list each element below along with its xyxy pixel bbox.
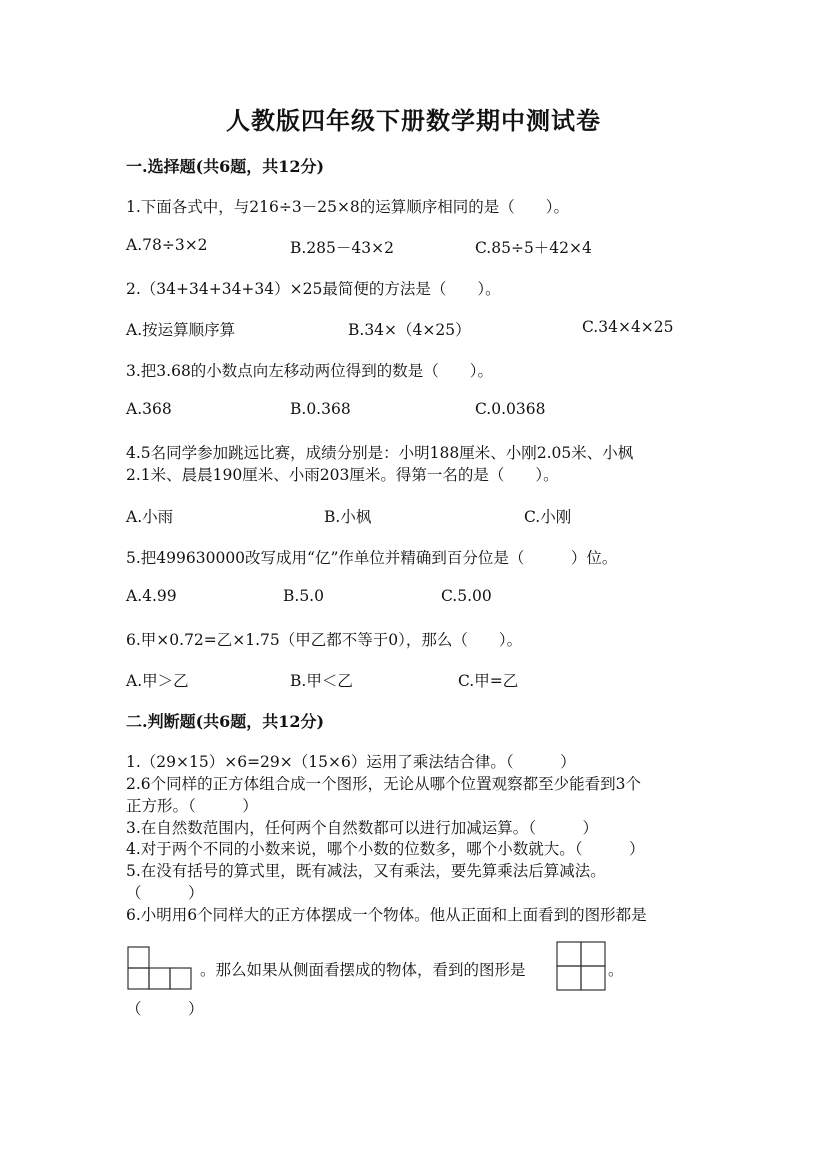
- q6-option-a: A.甲＞乙: [126, 672, 189, 690]
- q6-option-c: C.甲=乙: [458, 672, 519, 690]
- tf-line-2: 2.6个同样的正方体组合成一个图形，无论从哪个位置观察都至少能看到3个: [126, 775, 642, 793]
- q6-option-b: B.甲＜乙: [290, 672, 353, 690]
- q4-option-b: B.小枫: [324, 508, 372, 526]
- tf-line-6: 5.在没有括号的算式里，既有减法，又有乘法，要先算乘法后算减法。: [126, 862, 606, 880]
- tf-q6-middle-text: 。那么如果从侧面看摆成的物体，看到的图形是: [200, 961, 526, 979]
- tf-line-8: 6.小明用6个同样大的正方体摆成一个物体。他从正面和上面看到的图形都是: [126, 906, 647, 924]
- section-heading-true-false: 二.判断题(共6题，共12分): [126, 712, 325, 731]
- q1-option-a: A.78÷3×2: [126, 236, 208, 254]
- q3-option-b: B.0.368: [290, 400, 351, 418]
- question-4-line-2: 2.1米、晨晨190厘米、小雨203厘米。得第一名的是（ ）。: [126, 466, 559, 484]
- question-6: 6.甲×0.72=乙×1.75（甲乙都不等于0），那么（ ）。: [126, 631, 523, 649]
- q1-option-b: B.285－43×2: [290, 239, 394, 257]
- side-view-figure: [556, 941, 606, 991]
- q2-option-c: C.34×4×25: [582, 318, 674, 336]
- tf-line-5: 4.对于两个不同的小数来说，哪个小数的位数多，哪个小数就大。（ ）: [126, 840, 645, 858]
- question-5: 5.把499630000改写成用“亿”作单位并精确到百分位是（ ）位。: [126, 549, 618, 567]
- tf-line-4: 3.在自然数范围内，任何两个自然数都可以进行加减运算。（ ）: [126, 819, 599, 837]
- question-1: 1.下面各式中，与216÷3－25×8的运算顺序相同的是（ ）。: [126, 198, 570, 216]
- front-top-view-figure: [127, 946, 193, 990]
- page-title: 人教版四年级下册数学期中测试卷: [226, 106, 601, 135]
- question-3: 3.把3.68的小数点向左移动两位得到的数是（ ）。: [126, 362, 494, 380]
- q3-option-a: A.368: [126, 400, 172, 418]
- question-4-line-1: 4.5名同学参加跳远比赛，成绩分别是：小明188厘米、小刚2.05米、小枫: [126, 444, 634, 462]
- section-heading-choice: 一.选择题(共6题，共12分): [126, 157, 325, 176]
- tf-q6-answer-bracket: （ ）: [126, 1000, 204, 1018]
- q4-option-a: A.小雨: [126, 508, 174, 526]
- tf-line-3: 正方形。（ ）: [126, 797, 258, 815]
- q5-option-b: B.5.0: [283, 587, 324, 605]
- tf-q6-end-text: 。: [608, 961, 624, 979]
- q5-option-a: A.4.99: [126, 587, 177, 605]
- tf-line-1: 1.（29×15）×6=29×（15×6）运用了乘法结合律。（ ）: [126, 753, 576, 771]
- question-2: 2.（34+34+34+34）×25最简便的方法是（ ）。: [126, 280, 501, 298]
- tf-line-7: （ ）: [126, 884, 204, 902]
- q5-option-c: C.5.00: [441, 587, 492, 605]
- q3-option-c: C.0.0368: [475, 400, 546, 418]
- q4-option-c: C.小刚: [524, 508, 572, 526]
- q2-option-b: B.34×（4×25）: [348, 321, 471, 339]
- q1-option-c: C.85÷5＋42×4: [475, 239, 592, 257]
- q2-option-a: A.按运算顺序算: [126, 321, 236, 339]
